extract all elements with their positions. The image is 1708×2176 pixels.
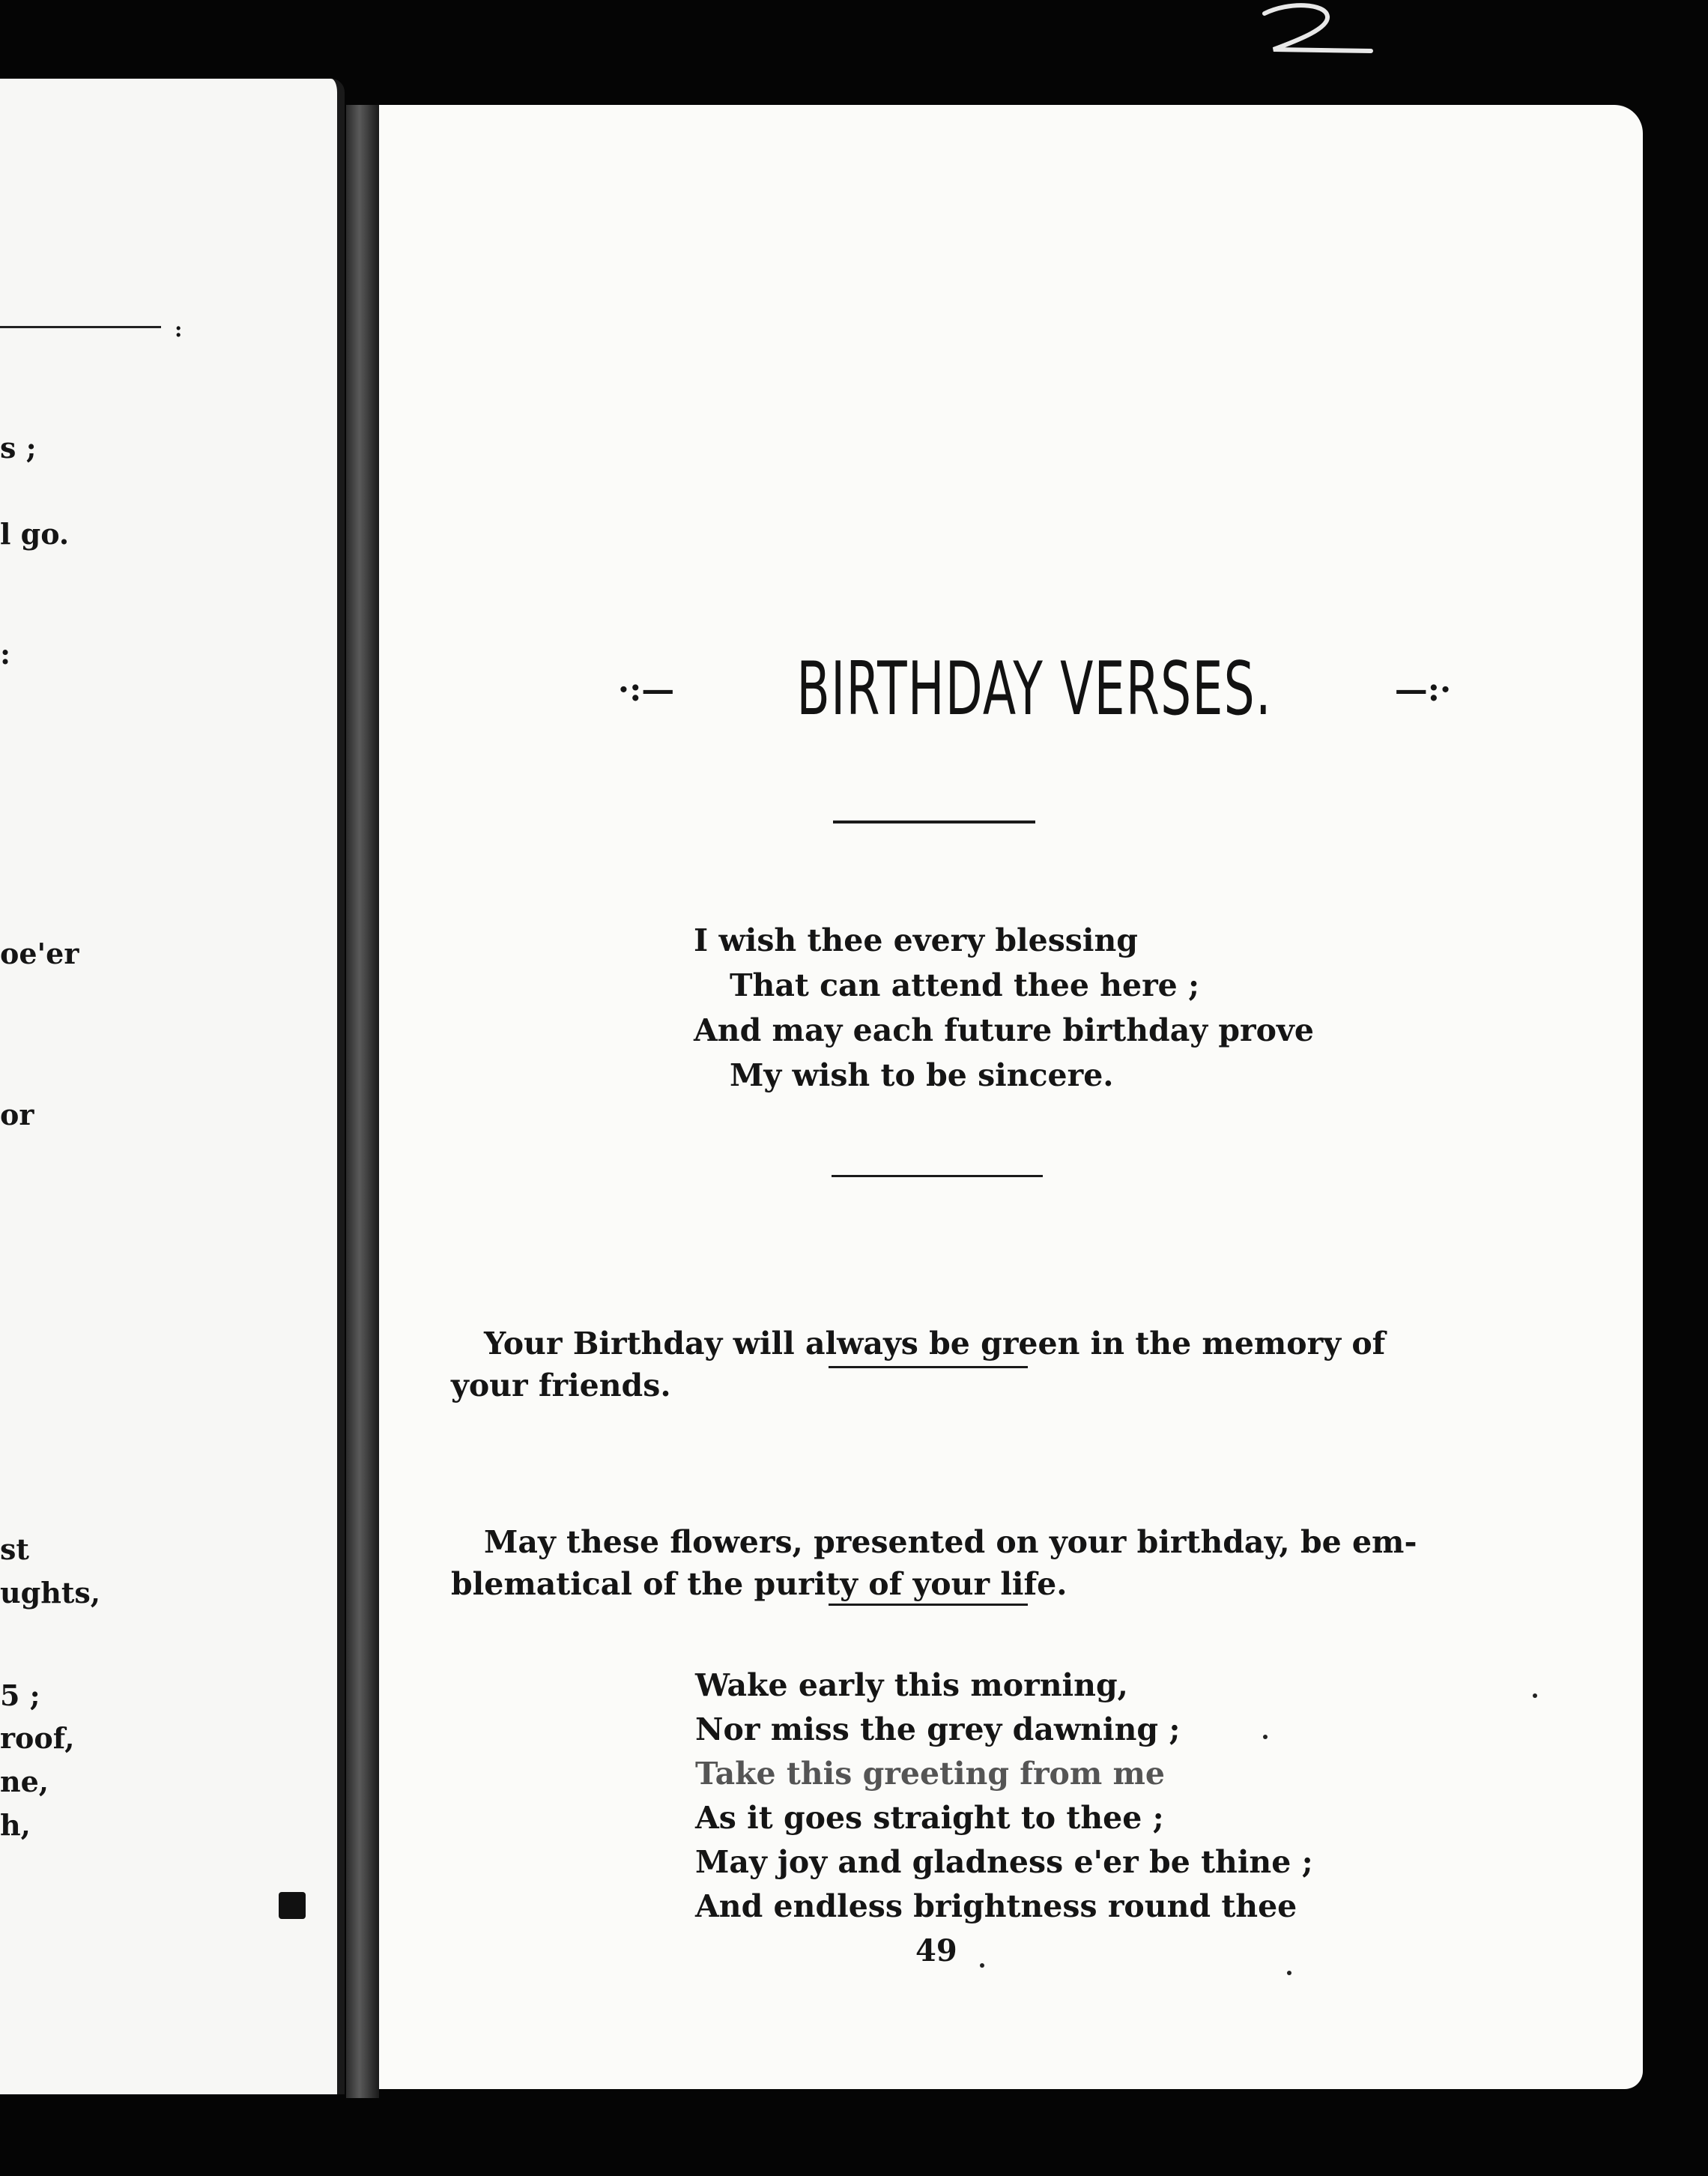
verse-line: And may each future birthday prove	[694, 1012, 1314, 1048]
left-page-rule	[0, 326, 161, 328]
ink-speck	[980, 1963, 984, 1968]
verse-line: That can attend thee here ;	[730, 967, 1200, 1003]
verse-line: As it goes straight to thee ;	[695, 1800, 1164, 1836]
prose-line: your friends.	[451, 1367, 671, 1403]
left-facing-page	[0, 79, 345, 2094]
page-number: 49	[915, 1933, 957, 1968]
title-left-ornament: ·:—	[617, 670, 675, 709]
prose-paragraph	[451, 1521, 1500, 1605]
verse-block	[694, 918, 1314, 1098]
verse-line: I wish thee every blessing	[694, 922, 1138, 958]
prose-paragraph	[451, 1323, 1500, 1406]
right-page	[379, 105, 1643, 2089]
left-page-fragment: ughts,	[0, 1576, 101, 1610]
section-divider	[829, 1366, 1028, 1368]
verse-line: And endless brightness round thee	[695, 1888, 1297, 1924]
verse-line: My wish to be sincere.	[730, 1057, 1114, 1093]
book-gutter	[346, 105, 379, 2098]
left-page-fragment: l go.	[0, 517, 70, 551]
ink-speck	[1263, 1735, 1268, 1739]
ink-speck	[1533, 1693, 1537, 1698]
left-page-fragment: roof,	[0, 1721, 75, 1755]
title-row	[559, 633, 1510, 746]
verse-line: Nor miss the grey dawning ;	[695, 1711, 1181, 1747]
section-divider	[829, 1604, 1028, 1606]
left-page-fragment: s ;	[0, 431, 37, 465]
left-page-fragment: or	[0, 1098, 34, 1131]
prose-line: Your Birthday will always be green in the memory of	[484, 1326, 1386, 1361]
left-page-fragment: st	[0, 1532, 29, 1566]
left-page-fragment: ne,	[0, 1765, 49, 1798]
section-divider	[833, 820, 1035, 823]
left-page-fragment: h,	[0, 1808, 31, 1842]
page-title: BIRTHDAY VERSES.	[796, 647, 1273, 732]
verse-line: Wake early this morning,	[695, 1667, 1128, 1703]
verse-block	[695, 1663, 1313, 1929]
binding-mark	[279, 1892, 306, 1919]
title-right-ornament: —:·	[1394, 670, 1452, 709]
prose-line: May these flowers, presented on your birthday, be em-	[484, 1524, 1417, 1560]
prose-line: blematical of the purity of your life.	[451, 1566, 1068, 1602]
verse-line: May joy and gladness e'er be thine ;	[695, 1844, 1313, 1880]
left-page-ornament: :	[175, 317, 183, 342]
left-page-fragment: :	[0, 637, 11, 671]
ink-speck	[1287, 1971, 1291, 1975]
left-page-fragment: 5 ;	[0, 1678, 40, 1712]
section-divider	[832, 1175, 1043, 1177]
verse-line: Take this greeting from me	[695, 1756, 1166, 1792]
left-page-fragment: oe'er	[0, 937, 79, 970]
handwritten-page-mark	[1259, 0, 1386, 60]
